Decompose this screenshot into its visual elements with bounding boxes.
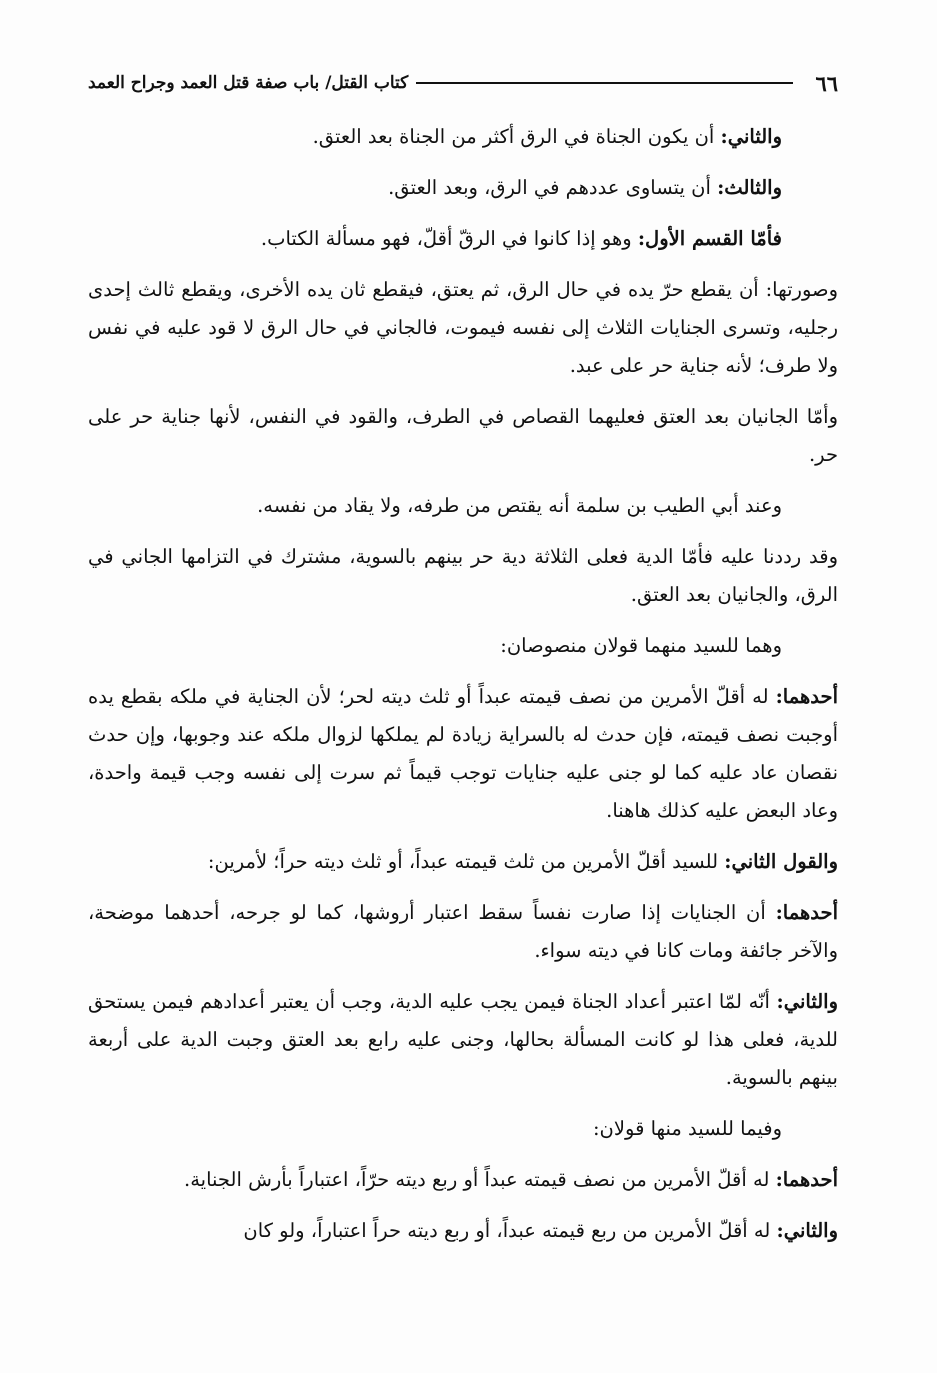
paragraph-lead: أحدهما: <box>775 901 838 924</box>
paragraph-lead: والثاني: <box>720 125 782 148</box>
paragraph <box>88 220 838 258</box>
paragraph-text: وأمّا الجانيان بعد العتق فعليهما القصاص في الطرف، والقود في النفس، لأنها جناية حر على حر. <box>88 405 838 466</box>
paragraph-text: وفيما للسيد منها قولان: <box>592 1117 782 1140</box>
header-rule <box>416 82 793 84</box>
paragraph <box>88 118 838 156</box>
paragraph <box>88 398 838 474</box>
paragraph <box>88 843 838 881</box>
paragraph-text: وعند أبي الطيب بن سلمة أنه يقتص من طرفه، ولا يقاد من نفسه. <box>257 494 782 517</box>
paragraph-text: له أقلّ الأمرين من نصف قيمته عبداً أو ربع ديته حرّاً، اعتباراً بأرش الجناية. <box>184 1168 776 1191</box>
paragraph-text: أنّه لمّا اعتبر أعداد الجناة فيمن يجب عليه الدية، وجب أن يعتبر أعدادهم فيمن يستحق للدية، فعلى هذا لو كانت المسألة بحالها، وجنى عليه رابع بعد العتق وجبت الدية على أربعة بينهم بالسوية. <box>88 990 838 1089</box>
paragraph <box>88 894 838 970</box>
paragraph-text: أن يكون الجناة في الرق أكثر من الجناة بعد العتق. <box>312 125 721 148</box>
paragraph-lead: والقول الثاني: <box>724 850 838 873</box>
paragraph <box>88 678 838 830</box>
paragraph-lead: والثاني: <box>776 990 838 1013</box>
paragraph-lead: فأمّا القسم الأول: <box>637 227 782 250</box>
paragraph-text: للسيد أقلّ الأمرين من ثلث قيمته عبداً، أو ثلث ديته حراً؛ لأمرين: <box>207 850 725 873</box>
paragraph <box>88 983 838 1097</box>
page-header <box>88 66 838 100</box>
paragraph <box>88 487 838 525</box>
paragraph-lead: أحدهما: <box>775 1168 838 1191</box>
paragraph-text: له أقلّ الأمرين من نصف قيمته عبداً أو ثلث ديته لحر؛ لأن الجناية في ملكه بقطع يده أوجبت نصف قيمته، فإن حدث له بالسراية زيادة لم يملكها لزوال ملكه عند وجوبها، وإن حدث نقصان عاد عليه كما لو جنى عليه جنايات توجب قيماً ثم سرت إلى نفسه وجب قيمة واحدة، وعاد البعض عليه كذلك هاهنا. <box>88 685 838 822</box>
paragraph-lead: والثاني: <box>776 1219 838 1242</box>
paragraph <box>88 271 838 385</box>
paragraph <box>88 1161 838 1199</box>
paragraph-text: وقد رددنا عليه فأمّا الدية فعلى الثلاثة دية حر بينهم بالسوية، مشترك في التزامها الجاني في الرق، والجانيان بعد العتق. <box>88 545 838 606</box>
paragraph-text: وهو إذا كانوا في الرقّ أقلّ، فهو مسألة الكتاب. <box>260 227 638 250</box>
page-number: ٦٦ <box>815 70 838 96</box>
page-body <box>88 118 838 1263</box>
paragraph <box>88 169 838 207</box>
paragraph-text: وهما للسيد منهما قولان منصوصان: <box>500 634 782 657</box>
paragraph <box>88 538 838 614</box>
paragraph-text: له أقلّ الأمرين من ربع قيمته عبداً، أو ربع ديته حراً اعتباراً، ولو كان <box>243 1219 777 1242</box>
paragraph-text: وصورتها: أن يقطع حرّ يده في حال الرق، ثم يعتق، فيقطع ثان يده الأخرى، ويقطع ثالث إحدى رجليه، وتسرى الجنايات الثلاث إلى نفسه فيموت، فالجاني في حال الرق لا قود عليه في نفس ولا طرف؛ لأنه جناية حر على عبد. <box>88 278 838 377</box>
paragraph <box>88 627 838 665</box>
paragraph <box>88 1212 838 1250</box>
paragraph-lead: أحدهما: <box>775 685 838 708</box>
paragraph-text: أن يتساوى عددهم في الرق، وبعد العتق. <box>388 176 718 199</box>
paragraph-text: أن الجنايات إذا صارت نفساً سقط اعتبار أروشها، كما لو جرحه، أحدهما موضحة، والآخر جائفة ومات كانا في ديته سواء. <box>88 901 838 962</box>
paragraph-lead: والثالث: <box>717 176 782 199</box>
running-title: كتاب القتل/ باب صفة قتل العمد وجراح العمد <box>88 73 409 93</box>
paragraph <box>88 1110 838 1148</box>
